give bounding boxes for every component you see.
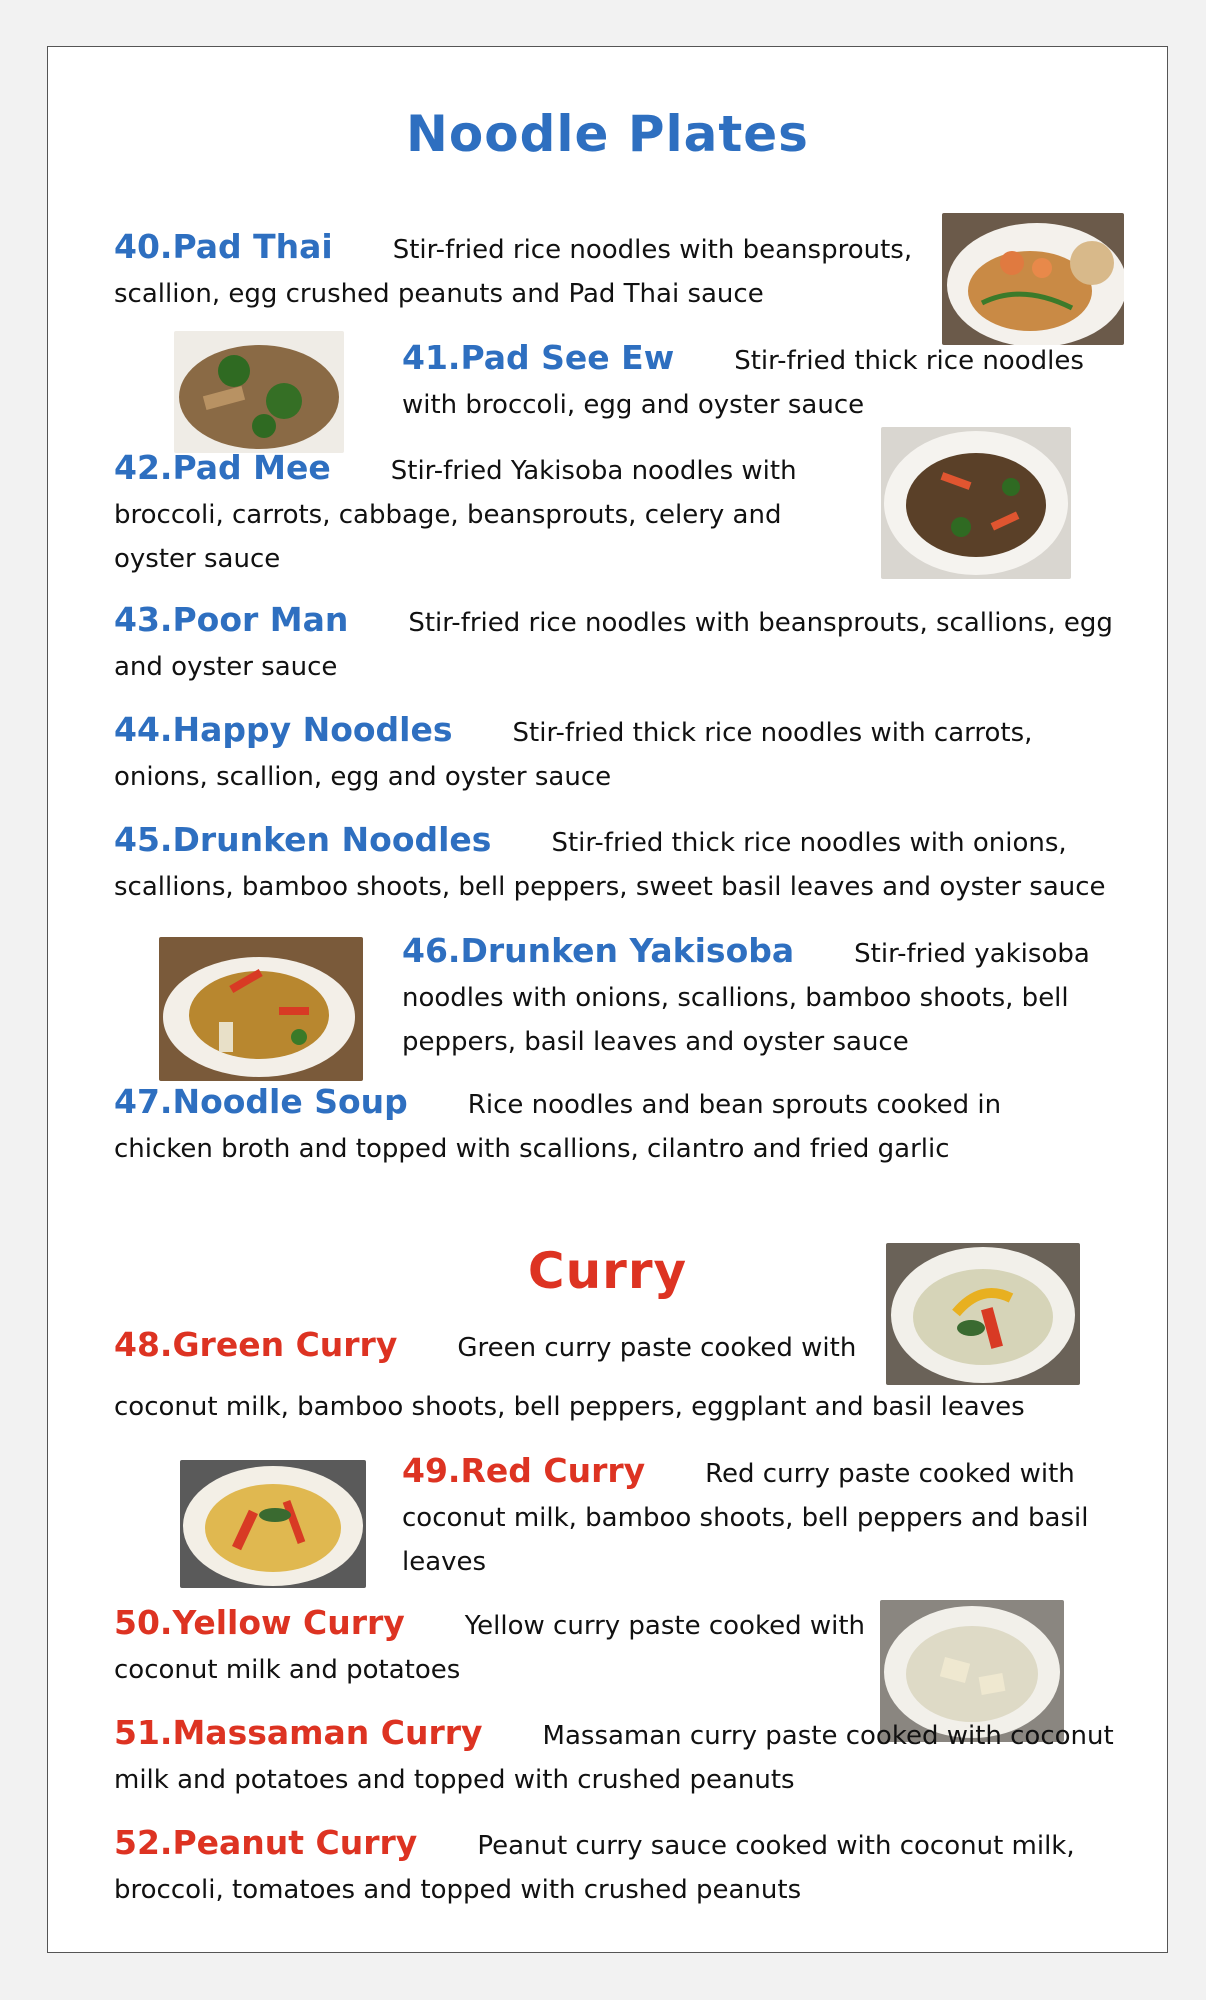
item-description: Yellow curry paste cooked with coconut milk and potatoes	[114, 1611, 866, 1685]
item-description: Stir-fried yakisoba noodles with onions, scallions, bamboo shoots, bell peppers, basil leaves and oyster sauce	[402, 939, 1090, 1057]
menu-item-green-curry-cont	[114, 1385, 1124, 1429]
pad-thai-photo	[942, 213, 1124, 345]
green-curry-photo	[886, 1243, 1080, 1385]
item-description-continued: coconut milk, bamboo shoots, bell peppers, eggplant and basil leaves	[114, 1392, 1025, 1422]
menu-item-noodle-soup	[114, 1080, 1104, 1171]
curry-heading: Curry	[527, 1242, 688, 1300]
menu-item-yellow-curry	[114, 1601, 874, 1692]
noodle-plates-heading: Noodle Plates	[406, 105, 809, 163]
item-name: 48.Green Curry	[114, 1325, 398, 1364]
item-name: 46.Drunken Yakisoba	[402, 931, 795, 970]
menu-item-drunken-yakisoba	[402, 929, 1102, 1064]
item-name: 45.Drunken Noodles	[114, 820, 492, 859]
item-description: Rice noodles and bean sprouts cooked in chicken broth and topped with scallions, cilantro and fried garlic	[114, 1090, 1002, 1164]
menu-item-red-curry	[402, 1449, 1102, 1584]
item-description: Stir-fried thick rice noodles with carrots, onions, scallion, egg and oyster sauce	[114, 718, 1033, 792]
menu-item-pad-thai	[114, 225, 914, 316]
item-description: Massaman curry paste cooked with coconut milk and potatoes and topped with crushed peanuts	[114, 1721, 1114, 1795]
menu-item-pad-mee	[114, 446, 814, 581]
item-name: 47.Noodle Soup	[114, 1082, 408, 1121]
item-name: 49.Red Curry	[402, 1451, 646, 1490]
item-name: 41.Pad See Ew	[402, 338, 675, 377]
item-name: 50.Yellow Curry	[114, 1603, 405, 1642]
pad-see-ew-photo	[174, 331, 344, 453]
red-curry-photo	[180, 1460, 366, 1588]
item-description: Stir-fried rice noodles with beansprouts, scallion, egg crushed peanuts and Pad Thai sauce	[114, 235, 913, 309]
menu-page	[47, 46, 1168, 1953]
item-description: Stir-fried thick rice noodles with broccoli, egg and oyster sauce	[402, 346, 1084, 420]
item-description: Red curry paste cooked with coconut milk, bamboo shoots, bell peppers and basil leaves	[402, 1459, 1089, 1577]
pad-mee-photo	[881, 427, 1071, 579]
menu-item-happy-noodles	[114, 708, 1134, 799]
menu-item-peanut-curry	[114, 1821, 1114, 1912]
menu-item-pad-see-ew	[402, 336, 1102, 427]
menu-item-poor-man	[114, 598, 1124, 689]
item-description: Peanut curry sauce cooked with coconut milk, broccoli, tomatoes and topped with crushed peanuts	[114, 1831, 1075, 1905]
item-name: 42.Pad Mee	[114, 448, 331, 487]
menu-item-drunken-noodles	[114, 818, 1124, 909]
item-name: 44.Happy Noodles	[114, 710, 453, 749]
drunken-yakisoba-photo	[159, 937, 363, 1081]
item-description: Stir-fried thick rice noodles with onions, scallions, bamboo shoots, bell peppers, sweet basil leaves and oyster sauce	[114, 828, 1106, 902]
item-description: Stir-fried rice noodles with beansprouts, scallions, egg and oyster sauce	[114, 608, 1113, 682]
item-name: 52.Peanut Curry	[114, 1823, 418, 1862]
menu-item-massaman-curry	[114, 1711, 1124, 1802]
item-description: Stir-fried Yakisoba noodles with broccoli, carrots, cabbage, beansprouts, celery and oyster sauce	[114, 456, 797, 574]
item-description: Green curry paste cooked with	[457, 1333, 857, 1363]
menu-item-green-curry	[114, 1323, 874, 1370]
item-name: 40.Pad Thai	[114, 227, 333, 266]
item-name: 43.Poor Man	[114, 600, 349, 639]
item-name: 51.Massaman Curry	[114, 1713, 483, 1752]
